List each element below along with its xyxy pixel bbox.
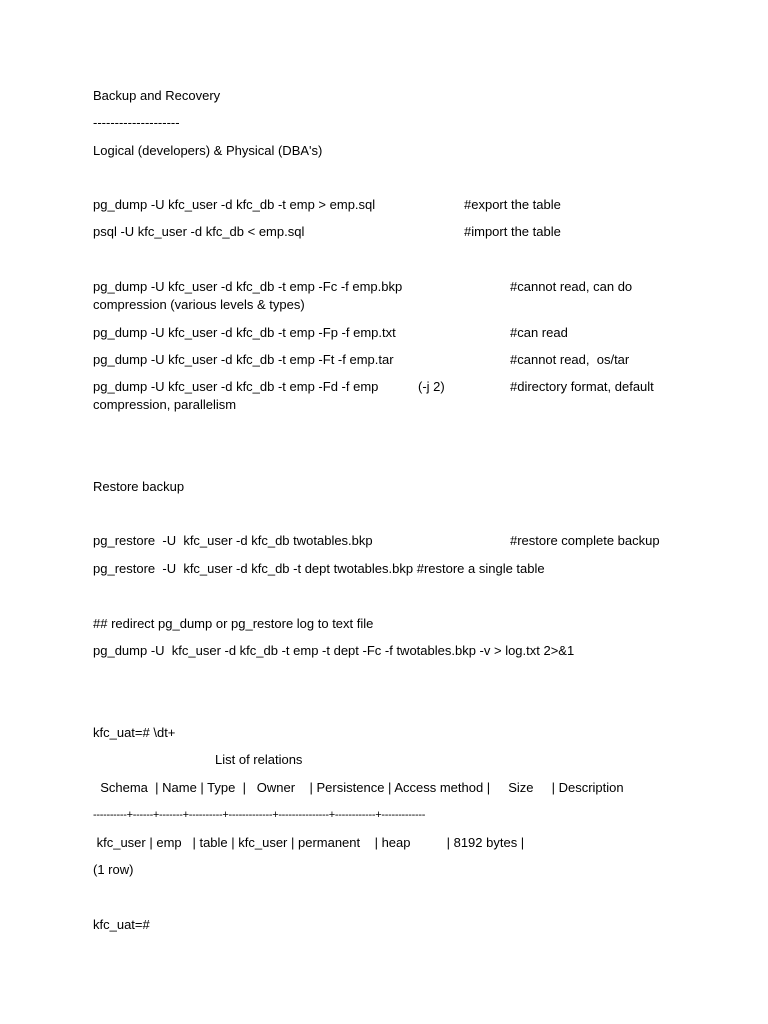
cmd-fd: pg_dump -U kfc_user -d kfc_db -t emp -Fd -f emp — [93, 379, 379, 394]
cmd-import: psql -U kfc_user -d kfc_db < emp.sql — [93, 224, 305, 239]
comment-import: #import the table — [464, 224, 561, 239]
cmd-fc: pg_dump -U kfc_user -d kfc_db -t emp -Fc -f emp.bkp — [93, 279, 403, 294]
cmd-ft: pg_dump -U kfc_user -d kfc_db -t emp -Ft -f emp.tar — [93, 352, 394, 367]
row-count: (1 row) — [93, 862, 134, 877]
psql-prompt-dt: kfc_uat=# \dt+ — [93, 725, 176, 740]
comment-restore-full: #restore complete backup — [510, 533, 660, 548]
cmd-restore-single: pg_restore -U kfc_user -d kfc_db -t dept twotables.bkp #restore a single table — [93, 561, 545, 576]
psql-prompt-end: kfc_uat=# — [93, 917, 150, 932]
title-rule: -------------------- — [93, 115, 180, 130]
cmd-export: pg_dump -U kfc_user -d kfc_db -t emp > emp.sql — [93, 197, 376, 212]
cmd-restore-full: pg_restore -U kfc_user -d kfc_db twotables.bkp — [93, 533, 373, 548]
comment-ft: #cannot read, os/tar — [510, 352, 630, 367]
redirect-comment: ## redirect pg_dump or pg_restore log to text file — [93, 616, 374, 631]
comment-fp: #can read — [510, 325, 568, 340]
cmd-fp: pg_dump -U kfc_user -d kfc_db -t emp -Fp -f emp.txt — [93, 325, 396, 340]
option-fd: (-j 2) — [418, 379, 445, 394]
cmd-redirect: pg_dump -U kfc_user -d kfc_db -t emp -t dept -Fc -f twotables.bkp -v > log.txt 2>&1 — [93, 643, 575, 658]
subtitle: Logical (developers) & Physical (DBA's) — [93, 143, 323, 158]
relations-row: kfc_user | emp | table | kfc_user | permanent | heap | 8192 bytes | — [93, 835, 525, 850]
doc-title: Backup and Recovery — [93, 88, 221, 103]
comment-fd: #directory format, default — [510, 379, 654, 394]
comment-fc: #cannot read, can do — [510, 279, 633, 294]
comment-fd-cont: compression, parallelism — [93, 397, 237, 412]
comment-fc-cont: compression (various levels & types) — [93, 297, 305, 312]
relations-header: Schema | Name | Type | Owner | Persistence | Access method | Size | Description — [93, 780, 624, 795]
relations-rule: ----------+------+-------+----------+-------------+---------------+------------+------------- — [93, 809, 426, 821]
relations-title: List of relations — [215, 752, 303, 767]
comment-export: #export the table — [464, 197, 561, 212]
restore-heading: Restore backup — [93, 479, 185, 494]
